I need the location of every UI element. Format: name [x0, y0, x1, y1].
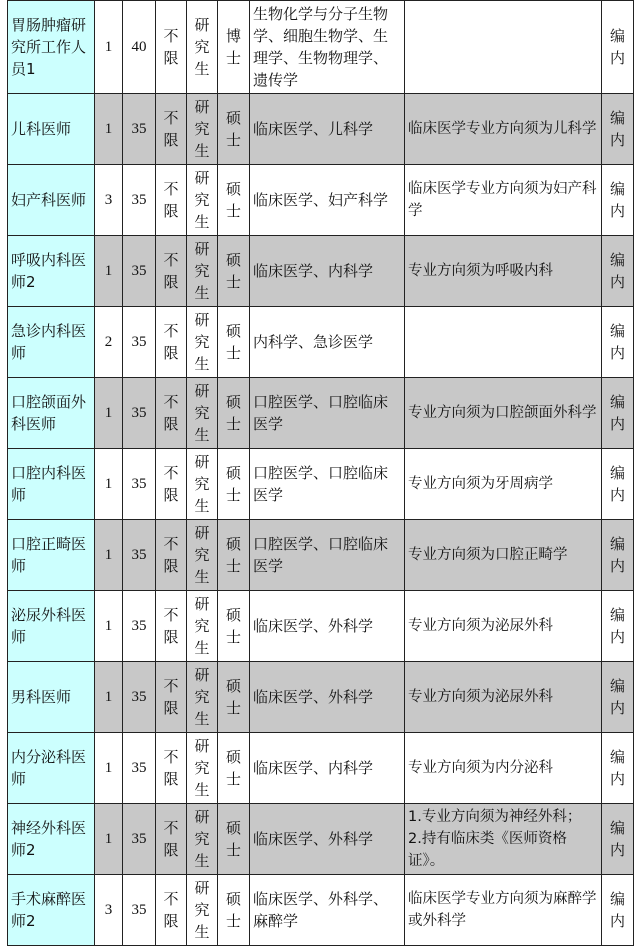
establishment-cell: 编 内	[602, 1, 634, 94]
table-body	[8, 1, 634, 946]
age-requirement-cell: 不 限	[156, 165, 187, 236]
table-row	[8, 378, 634, 449]
age-limit-cell: 40	[123, 1, 156, 94]
requirements-cell: 专业方向须为泌尿外科	[405, 591, 602, 662]
degree-cell: 硕 士	[218, 591, 250, 662]
requirements-cell: 专业方向须为牙周病学	[405, 449, 602, 520]
table-row	[8, 236, 634, 307]
education-cell: 研 究 生	[187, 449, 218, 520]
education-cell: 研 究 生	[187, 165, 218, 236]
count-cell: 1	[95, 94, 123, 165]
requirements-cell: 临床医学专业方向须为妇产科学	[405, 165, 602, 236]
table-row	[8, 662, 634, 733]
requirements-cell: 专业方向须为口腔正畸学	[405, 520, 602, 591]
education-cell: 研 究 生	[187, 875, 218, 946]
position-cell: 呼吸内科医师2	[8, 236, 95, 307]
age-requirement-cell: 不 限	[156, 520, 187, 591]
table-row	[8, 1, 634, 94]
age-limit-cell: 35	[123, 875, 156, 946]
age-requirement-cell: 不 限	[156, 236, 187, 307]
education-cell: 研 究 生	[187, 662, 218, 733]
table-row	[8, 307, 634, 378]
requirements-cell: 专业方向须为泌尿外科	[405, 662, 602, 733]
degree-cell: 硕 士	[218, 449, 250, 520]
position-cell: 妇产科医师	[8, 165, 95, 236]
establishment-cell: 编 内	[602, 804, 634, 875]
major-cell: 临床医学、内科学	[250, 236, 405, 307]
degree-cell: 硕 士	[218, 520, 250, 591]
age-limit-cell: 35	[123, 733, 156, 804]
degree-cell: 硕 士	[218, 875, 250, 946]
establishment-cell: 编 内	[602, 520, 634, 591]
position-cell: 胃肠肿瘤研究所工作人员1	[8, 1, 95, 94]
recruitment-table-container	[7, 0, 634, 946]
establishment-cell: 编 内	[602, 662, 634, 733]
major-cell: 临床医学、外科学	[250, 662, 405, 733]
age-limit-cell: 35	[123, 520, 156, 591]
table-row	[8, 875, 634, 946]
age-requirement-cell: 不 限	[156, 94, 187, 165]
age-limit-cell: 35	[123, 165, 156, 236]
age-limit-cell: 35	[123, 662, 156, 733]
age-limit-cell: 35	[123, 378, 156, 449]
position-cell: 泌尿外科医师	[8, 591, 95, 662]
age-limit-cell: 35	[123, 591, 156, 662]
age-requirement-cell: 不 限	[156, 378, 187, 449]
count-cell: 1	[95, 804, 123, 875]
degree-cell: 硕 士	[218, 236, 250, 307]
requirements-cell: 专业方向须为口腔颌面外科学	[405, 378, 602, 449]
table-row	[8, 449, 634, 520]
education-cell: 研 究 生	[187, 307, 218, 378]
age-requirement-cell: 不 限	[156, 733, 187, 804]
major-cell: 内科学、急诊医学	[250, 307, 405, 378]
count-cell: 2	[95, 307, 123, 378]
position-cell: 儿科医师	[8, 94, 95, 165]
age-requirement-cell: 不 限	[156, 875, 187, 946]
position-cell: 神经外科医师2	[8, 804, 95, 875]
education-cell: 研 究 生	[187, 591, 218, 662]
count-cell: 1	[95, 449, 123, 520]
count-cell: 3	[95, 165, 123, 236]
establishment-cell: 编 内	[602, 236, 634, 307]
degree-cell: 硕 士	[218, 733, 250, 804]
degree-cell: 博 士	[218, 1, 250, 94]
table-row	[8, 520, 634, 591]
count-cell: 1	[95, 1, 123, 94]
education-cell: 研 究 生	[187, 1, 218, 94]
requirements-cell	[405, 1, 602, 94]
position-cell: 口腔颌面外科医师	[8, 378, 95, 449]
establishment-cell: 编 内	[602, 733, 634, 804]
education-cell: 研 究 生	[187, 236, 218, 307]
establishment-cell: 编 内	[602, 94, 634, 165]
position-cell: 男科医师	[8, 662, 95, 733]
count-cell: 1	[95, 236, 123, 307]
table-row	[8, 94, 634, 165]
count-cell: 1	[95, 378, 123, 449]
age-requirement-cell: 不 限	[156, 662, 187, 733]
establishment-cell: 编 内	[602, 378, 634, 449]
degree-cell: 硕 士	[218, 804, 250, 875]
age-limit-cell: 35	[123, 94, 156, 165]
establishment-cell: 编 内	[602, 875, 634, 946]
requirements-cell: 1.专业方向须为神经外科； 2.持有临床类《医师资格证》。	[405, 804, 602, 875]
establishment-cell: 编 内	[602, 449, 634, 520]
establishment-cell: 编 内	[602, 307, 634, 378]
requirements-cell	[405, 307, 602, 378]
age-requirement-cell: 不 限	[156, 591, 187, 662]
age-requirement-cell: 不 限	[156, 307, 187, 378]
major-cell: 临床医学、外科学	[250, 804, 405, 875]
degree-cell: 硕 士	[218, 378, 250, 449]
count-cell: 3	[95, 875, 123, 946]
count-cell: 1	[95, 520, 123, 591]
education-cell: 研 究 生	[187, 733, 218, 804]
age-limit-cell: 35	[123, 307, 156, 378]
requirements-cell: 临床医学专业方向须为麻醉学或外科学	[405, 875, 602, 946]
education-cell: 研 究 生	[187, 378, 218, 449]
major-cell: 口腔医学、口腔临床医学	[250, 378, 405, 449]
degree-cell: 硕 士	[218, 94, 250, 165]
establishment-cell: 编 内	[602, 591, 634, 662]
major-cell: 临床医学、外科学、麻醉学	[250, 875, 405, 946]
major-cell: 生物化学与分子生物学、细胞生物学、生理学、生物物理学、遗传学	[250, 1, 405, 94]
major-cell: 临床医学、妇产科学	[250, 165, 405, 236]
table-row	[8, 804, 634, 875]
major-cell: 临床医学、儿科学	[250, 94, 405, 165]
position-cell: 手术麻醉医师2	[8, 875, 95, 946]
count-cell: 1	[95, 733, 123, 804]
age-requirement-cell: 不 限	[156, 1, 187, 94]
position-cell: 口腔内科医师	[8, 449, 95, 520]
table-row	[8, 591, 634, 662]
age-limit-cell: 35	[123, 804, 156, 875]
major-cell: 口腔医学、口腔临床医学	[250, 520, 405, 591]
count-cell: 1	[95, 662, 123, 733]
count-cell: 1	[95, 591, 123, 662]
table-row	[8, 733, 634, 804]
major-cell: 临床医学、外科学	[250, 591, 405, 662]
table-row	[8, 165, 634, 236]
degree-cell: 硕 士	[218, 307, 250, 378]
major-cell: 口腔医学、口腔临床医学	[250, 449, 405, 520]
requirements-cell: 临床医学专业方向须为儿科学	[405, 94, 602, 165]
position-cell: 口腔正畸医师	[8, 520, 95, 591]
requirements-cell: 专业方向须为内分泌科	[405, 733, 602, 804]
position-cell: 急诊内科医师	[8, 307, 95, 378]
age-limit-cell: 35	[123, 236, 156, 307]
recruitment-table	[7, 0, 634, 946]
age-limit-cell: 35	[123, 449, 156, 520]
degree-cell: 硕 士	[218, 165, 250, 236]
age-requirement-cell: 不 限	[156, 449, 187, 520]
position-cell: 内分泌科医师	[8, 733, 95, 804]
requirements-cell: 专业方向须为呼吸内科	[405, 236, 602, 307]
education-cell: 研 究 生	[187, 520, 218, 591]
education-cell: 研 究 生	[187, 94, 218, 165]
major-cell: 临床医学、内科学	[250, 733, 405, 804]
education-cell: 研 究 生	[187, 804, 218, 875]
degree-cell: 硕 士	[218, 662, 250, 733]
age-requirement-cell: 不 限	[156, 804, 187, 875]
establishment-cell: 编 内	[602, 165, 634, 236]
